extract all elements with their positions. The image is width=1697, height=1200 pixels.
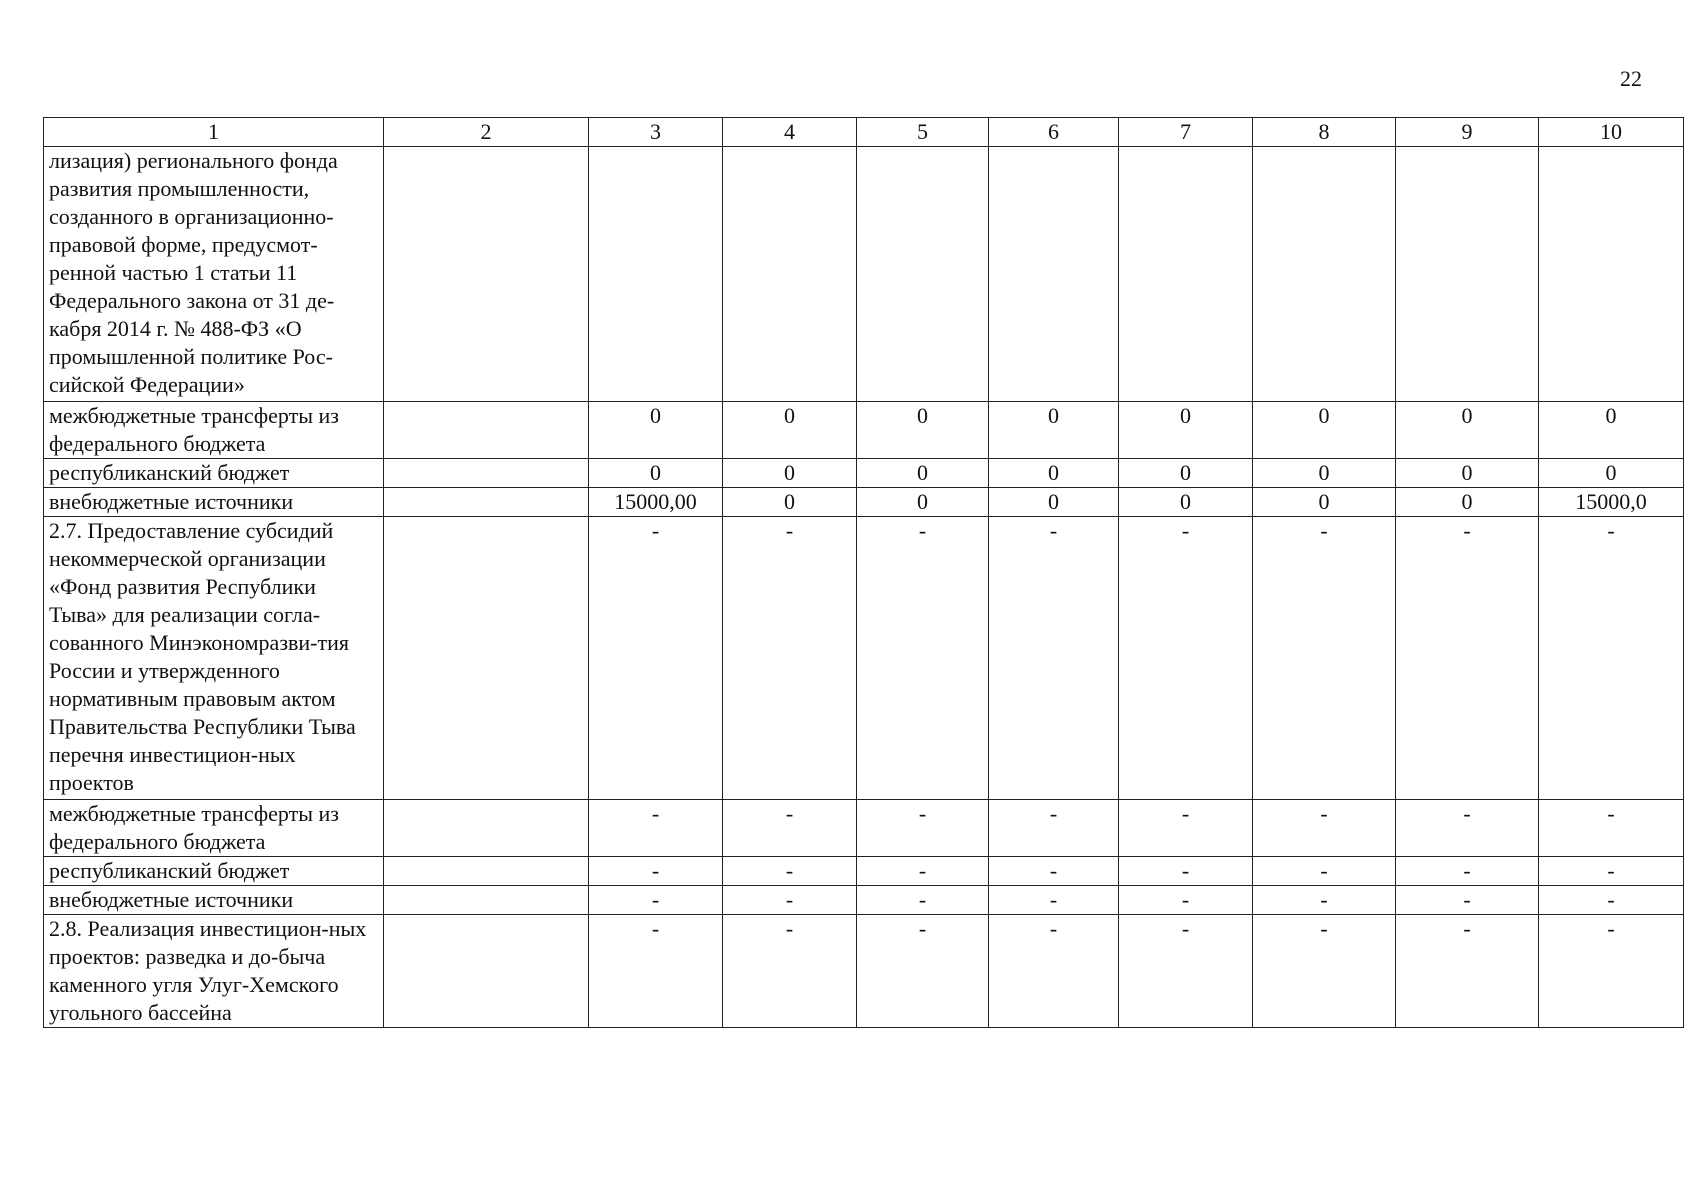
table-cell: 0	[1119, 459, 1253, 488]
page-number: 22	[1620, 66, 1642, 91]
table-cell: 0	[1119, 402, 1253, 459]
table-cell: -	[589, 886, 723, 915]
table-cell: 0	[1253, 488, 1396, 517]
table-cell: 15000,00	[589, 488, 723, 517]
table-cell	[384, 147, 589, 402]
table-cell: -	[857, 800, 989, 857]
table-row	[44, 800, 1684, 857]
table-cell: -	[589, 800, 723, 857]
table-cell: 0	[989, 459, 1119, 488]
table-cell	[384, 402, 589, 459]
table-cell	[857, 147, 989, 402]
table-cell: -	[589, 857, 723, 886]
column-header: 9	[1396, 118, 1539, 147]
table-cell: -	[1253, 857, 1396, 886]
table-cell: 0	[857, 402, 989, 459]
table-row	[44, 488, 1684, 517]
column-header: 10	[1539, 118, 1684, 147]
row-label: республиканский бюджет	[44, 459, 384, 488]
table-cell: 0	[857, 459, 989, 488]
table-cell: 0	[1253, 402, 1396, 459]
table-cell	[1539, 147, 1684, 402]
table-cell: 0	[589, 402, 723, 459]
table-cell: -	[857, 915, 989, 1028]
table-cell: 0	[723, 459, 857, 488]
budget-table	[43, 117, 1684, 1028]
table-cell: 0	[1539, 402, 1684, 459]
table-cell: -	[1539, 915, 1684, 1028]
table-row	[44, 402, 1684, 459]
table-cell: 0	[989, 488, 1119, 517]
table-cell: -	[1253, 800, 1396, 857]
table-cell: -	[857, 857, 989, 886]
table-cell: -	[723, 915, 857, 1028]
row-label: лизация) регионального фонда развития промышленности, созданного в организационно-правовой форме, предусмот-ренной частью 1 статьи 11 Федерального закона от 31 де-кабря 2014 г. № 488-ФЗ «О промышленной политике Рос-сийской Федерации»	[44, 147, 384, 402]
table-cell: -	[1539, 517, 1684, 800]
table-cell: 0	[989, 402, 1119, 459]
table-cell: -	[1539, 857, 1684, 886]
table-cell	[989, 147, 1119, 402]
table-cell: -	[989, 857, 1119, 886]
table-cell: 0	[857, 488, 989, 517]
table-cell	[384, 800, 589, 857]
table-cell: -	[1539, 800, 1684, 857]
table-cell: -	[1119, 800, 1253, 857]
table-row	[44, 147, 1684, 402]
table-cell: -	[1253, 915, 1396, 1028]
table-cell: -	[989, 800, 1119, 857]
table-cell: 0	[1253, 459, 1396, 488]
row-label: межбюджетные трансферты из федерального бюджета	[44, 800, 384, 857]
table-header-row	[44, 118, 1684, 147]
table-row	[44, 459, 1684, 488]
table-cell: -	[1119, 915, 1253, 1028]
row-label: внебюджетные источники	[44, 886, 384, 915]
table-cell	[384, 857, 589, 886]
table-cell	[384, 915, 589, 1028]
table-cell: -	[1119, 857, 1253, 886]
table-cell: 0	[1396, 459, 1539, 488]
column-header: 5	[857, 118, 989, 147]
table-cell: -	[1253, 886, 1396, 915]
column-header: 2	[384, 118, 589, 147]
table-cell: 0	[1396, 488, 1539, 517]
table-cell: -	[1396, 800, 1539, 857]
table-cell	[589, 147, 723, 402]
table-row	[44, 915, 1684, 1028]
table-cell: -	[589, 915, 723, 1028]
table-cell: -	[723, 800, 857, 857]
table-cell	[384, 886, 589, 915]
table-cell: -	[989, 915, 1119, 1028]
table-cell	[384, 459, 589, 488]
table-cell: 15000,0	[1539, 488, 1684, 517]
table-cell: -	[1396, 857, 1539, 886]
table-cell: -	[989, 886, 1119, 915]
column-header: 8	[1253, 118, 1396, 147]
table-cell: -	[989, 517, 1119, 800]
table-cell: 0	[1119, 488, 1253, 517]
row-label: межбюджетные трансферты из федерального бюджета	[44, 402, 384, 459]
table-cell: -	[1119, 886, 1253, 915]
table-cell: -	[1396, 915, 1539, 1028]
table-cell: -	[1396, 886, 1539, 915]
row-label: 2.7. Предоставление субсидий некоммерческой организации «Фонд развития Республики Тыва» для реализации согла-сованного Минэкономразви-тия России и утвержденного нормативным правовым актом Правительства Республики Тыва перечня инвестицион-ных проектов	[44, 517, 384, 800]
table-cell: 0	[1539, 459, 1684, 488]
column-header: 7	[1119, 118, 1253, 147]
table-row	[44, 886, 1684, 915]
row-label: республиканский бюджет	[44, 857, 384, 886]
table-cell	[384, 517, 589, 800]
column-header: 6	[989, 118, 1119, 147]
table-cell: -	[1253, 517, 1396, 800]
table-cell: -	[1539, 886, 1684, 915]
table-row	[44, 517, 1684, 800]
table-cell: -	[1119, 517, 1253, 800]
column-header: 3	[589, 118, 723, 147]
table-cell: 0	[723, 402, 857, 459]
table-cell: -	[589, 517, 723, 800]
table-cell	[384, 488, 589, 517]
table-cell: -	[857, 517, 989, 800]
row-label: 2.8. Реализация инвестицион-ных проектов: разведка и до-быча каменного угля Улуг-Хемского угольного бассейна	[44, 915, 384, 1028]
row-label: внебюджетные источники	[44, 488, 384, 517]
column-header: 1	[44, 118, 384, 147]
table-cell	[1119, 147, 1253, 402]
table-cell: -	[1396, 517, 1539, 800]
table-cell: 0	[723, 488, 857, 517]
table-row	[44, 857, 1684, 886]
table-cell: 0	[589, 459, 723, 488]
table-cell: -	[857, 886, 989, 915]
table-cell: -	[723, 886, 857, 915]
table-cell: 0	[1396, 402, 1539, 459]
column-header: 4	[723, 118, 857, 147]
table-cell	[1396, 147, 1539, 402]
table-cell	[723, 147, 857, 402]
table-cell	[1253, 147, 1396, 402]
table-cell: -	[723, 857, 857, 886]
table-cell: -	[723, 517, 857, 800]
